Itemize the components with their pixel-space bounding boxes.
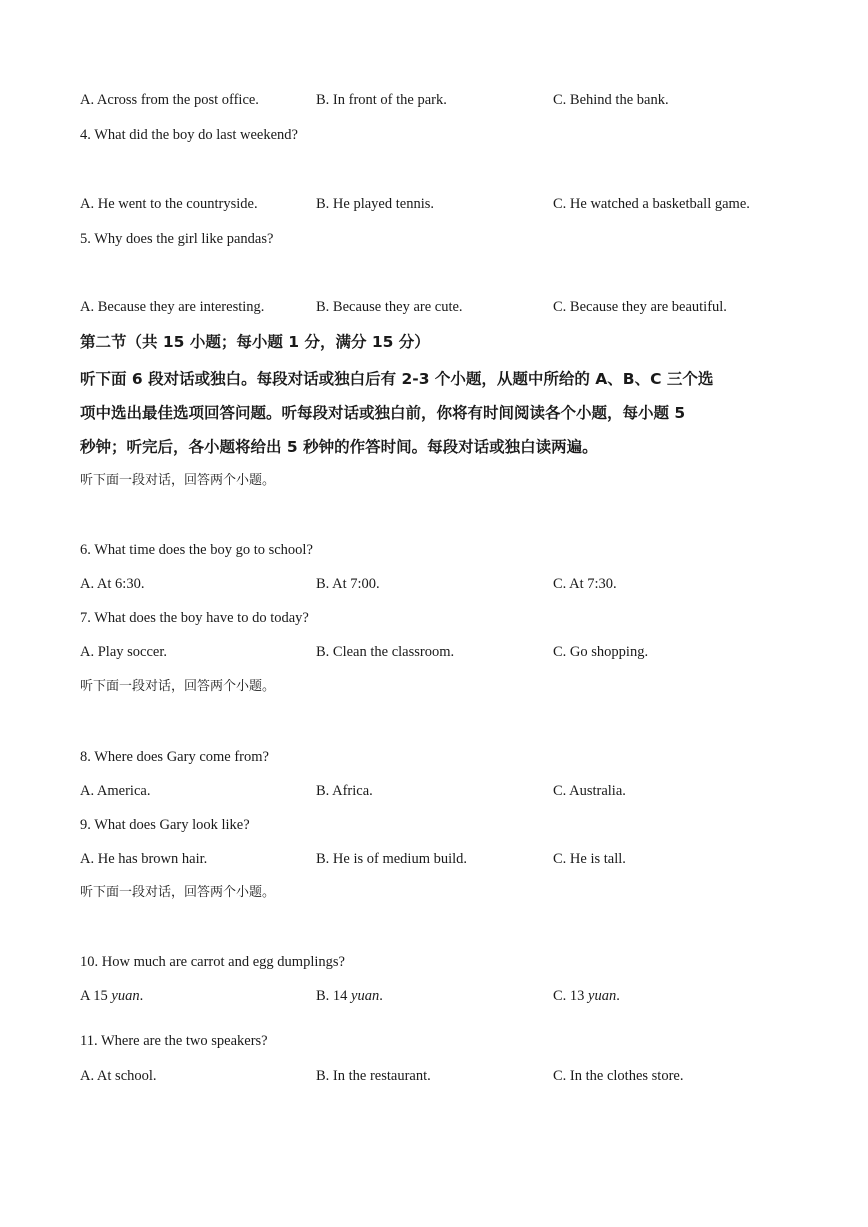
q9-option-c: C. He is tall. [553, 851, 626, 867]
q6-option-c: C. At 7:30. [553, 576, 617, 592]
q5-option-c: C. Because they are beautiful. [553, 299, 727, 315]
q8-option-b: B. Africa. [316, 783, 373, 799]
q3-option-b: B. In front of the park. [316, 92, 447, 108]
instruction-line-1: 听下面 6 段对话或独白。每段对话或独白后有 2-3 个小题，从题中所给的 A、B、C 三个选 [80, 370, 714, 388]
dialogue-intro-3: 听下面一段对话，回答两个小题。 [80, 885, 276, 900]
q7-option-b: B. Clean the classroom. [316, 644, 455, 660]
instruction-line-2: 项中选出最佳选项回答问题。听每段对话或独白前，你将有时间阅读各个小题，每小题 5 [80, 404, 686, 422]
q3-option-c: C. Behind the bank. [553, 92, 669, 108]
section-2-heading: 第二节（共 15 小题；每小题 1 分，满分 15 分） [80, 333, 430, 351]
q6-option-b: B. At 7:00. [316, 576, 380, 592]
question-5: 5. Why does the girl like pandas? [80, 231, 274, 247]
question-8: 8. Where does Gary come from? [80, 749, 269, 765]
q10-option-c: C. 13 yuan. [553, 988, 620, 1004]
q5-option-a: A. Because they are interesting. [80, 299, 265, 315]
question-11: 11. Where are the two speakers? [80, 1033, 268, 1049]
q11-option-b: B. In the restaurant. [316, 1068, 431, 1084]
question-4: 4. What did the boy do last weekend? [80, 127, 298, 143]
q4-option-a: A. He went to the countryside. [80, 196, 258, 212]
q10-option-a: A 15 yuan. [80, 988, 144, 1004]
q3-options [80, 91, 800, 109]
q11-option-c: C. In the clothes store. [553, 1068, 684, 1084]
instruction-line-3: 秒钟；听完后，各小题将给出 5 秒钟的作答时间。每段对话或独白读两遍。 [80, 438, 598, 456]
question-7: 7. What does the boy have to do today? [80, 610, 309, 626]
q4-option-c: C. He watched a basketball game. [553, 196, 750, 212]
q8-option-a: A. America. [80, 783, 151, 799]
q5-option-b: B. Because they are cute. [316, 299, 463, 315]
q7-options [80, 643, 800, 661]
q3-option-a: A. Across from the post office. [80, 92, 259, 108]
q4-option-b: B. He played tennis. [316, 196, 434, 212]
q8-option-c: C. Australia. [553, 783, 626, 799]
q9-options [80, 850, 800, 868]
dialogue-intro-2: 听下面一段对话，回答两个小题。 [80, 679, 276, 694]
q9-option-b: B. He is of medium build. [316, 851, 468, 867]
q6-option-a: A. At 6:30. [80, 576, 145, 592]
dialogue-intro-1: 听下面一段对话，回答两个小题。 [80, 473, 276, 488]
q8-options [80, 782, 800, 800]
q7-option-a: A. Play soccer. [80, 644, 167, 660]
q10-option-b: B. 14 yuan. [316, 988, 383, 1004]
question-9: 9. What does Gary look like? [80, 817, 250, 833]
q10-options [80, 987, 800, 1005]
q7-option-c: C. Go shopping. [553, 644, 649, 660]
q11-option-a: A. At school. [80, 1068, 157, 1084]
q6-options [80, 575, 800, 593]
question-6: 6. What time does the boy go to school? [80, 542, 313, 558]
q9-option-a: A. He has brown hair. [80, 851, 208, 867]
section-2-instructions [80, 362, 780, 464]
question-10: 10. How much are carrot and egg dumplings? [80, 954, 345, 970]
q11-options [80, 1067, 800, 1085]
q4-options [80, 195, 800, 213]
q5-options [80, 298, 800, 316]
